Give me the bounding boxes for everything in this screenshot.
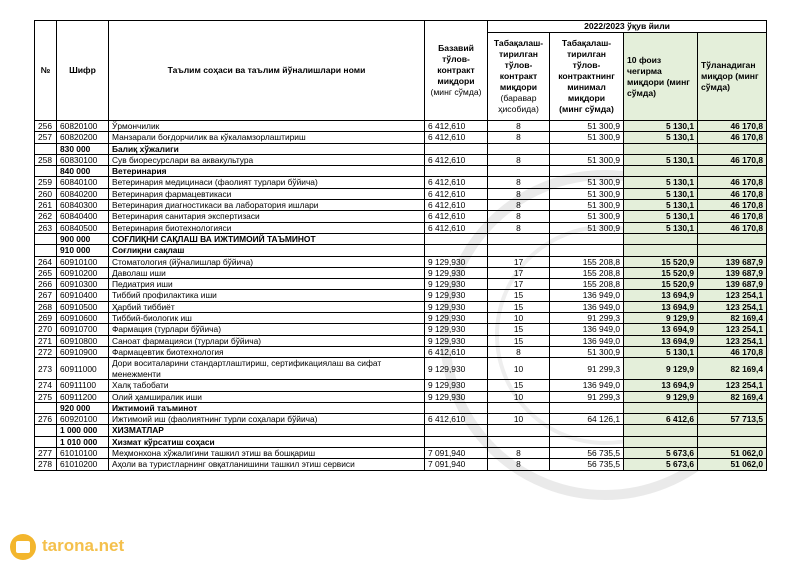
cell-pay: 51 062,0 <box>698 448 767 459</box>
cell-base: 7 091,940 <box>425 448 488 459</box>
cell-base: 6 412,610 <box>425 188 488 199</box>
header-min-label: Табақалаш-тирилган тўлов-контрактнинг минимал миқдори <box>558 38 615 103</box>
cell-code: 60911000 <box>57 358 109 380</box>
cell-code: 61010200 <box>57 459 109 470</box>
cell-no: 267 <box>35 290 57 301</box>
cell-coef: 8 <box>488 154 550 165</box>
cell-discount: 13 694,9 <box>624 380 698 391</box>
cell-pay: 123 254,1 <box>698 335 767 346</box>
cell-coef <box>488 166 550 177</box>
table-row <box>35 448 767 459</box>
cell-pay: 46 170,8 <box>698 346 767 357</box>
section-code: 1 000 000 <box>57 425 109 436</box>
cell-code: 60820200 <box>57 132 109 143</box>
cell-min <box>550 245 624 256</box>
table-row <box>35 391 767 402</box>
cell-name: Сув биоресурслари ва аквакультура <box>109 154 425 165</box>
cell-coef <box>488 425 550 436</box>
section-code: 910 000 <box>57 245 109 256</box>
logo-text: tarona.net <box>42 536 125 555</box>
table-body <box>35 121 767 471</box>
cell-discount: 5 130,1 <box>624 188 698 199</box>
cell-pay: 123 254,1 <box>698 380 767 391</box>
cell-base: 9 129,930 <box>425 380 488 391</box>
header-base-unit: (минг сўмда) <box>430 87 482 97</box>
cell-base: 9 129,930 <box>425 256 488 267</box>
logo-icon <box>10 534 36 560</box>
cell-coef: 8 <box>488 222 550 233</box>
cell-discount: 5 130,1 <box>624 177 698 188</box>
cell-min: 91 299,3 <box>550 391 624 402</box>
cell-min: 64 126,1 <box>550 414 624 425</box>
cell-min <box>550 425 624 436</box>
section-row <box>35 166 767 177</box>
cell-no: 274 <box>35 380 57 391</box>
cell-name: Ветеринария санитария экспертизаси <box>109 211 425 222</box>
tuition-table <box>34 20 767 471</box>
cell-no: 257 <box>35 132 57 143</box>
cell-code: 60840300 <box>57 200 109 211</box>
cell-name: Ҳарбий тиббиёт <box>109 301 425 312</box>
cell-discount: 13 694,9 <box>624 301 698 312</box>
cell-base: 9 129,930 <box>425 290 488 301</box>
cell-base: 7 091,940 <box>425 459 488 470</box>
cell-coef: 8 <box>488 200 550 211</box>
cell-code: 60911200 <box>57 391 109 402</box>
cell-name: Фармацевтик биотехнология <box>109 346 425 357</box>
cell-code: 60920100 <box>57 414 109 425</box>
cell-min <box>550 402 624 413</box>
cell-no: 262 <box>35 211 57 222</box>
cell-coef: 15 <box>488 380 550 391</box>
cell-coef: 15 <box>488 301 550 312</box>
cell-coef: 15 <box>488 324 550 335</box>
cell-min: 91 299,3 <box>550 313 624 324</box>
cell-pay <box>698 436 767 447</box>
cell-code: 60840500 <box>57 222 109 233</box>
cell-no: 265 <box>35 267 57 278</box>
cell-coef <box>488 143 550 154</box>
cell-discount <box>624 402 698 413</box>
cell-pay: 139 687,9 <box>698 256 767 267</box>
cell-discount: 15 520,9 <box>624 267 698 278</box>
cell-code: 60840100 <box>57 177 109 188</box>
table-row <box>35 279 767 290</box>
cell-code: 60910800 <box>57 335 109 346</box>
cell-no: 259 <box>35 177 57 188</box>
cell-base: 6 412,610 <box>425 121 488 132</box>
header-name: Таълим соҳаси ва таълим йўналишлари номи <box>109 21 425 121</box>
table-row <box>35 335 767 346</box>
cell-coef: 10 <box>488 391 550 402</box>
cell-code: 60840400 <box>57 211 109 222</box>
section-row <box>35 425 767 436</box>
cell-coef: 15 <box>488 290 550 301</box>
cell-coef: 15 <box>488 335 550 346</box>
cell-min: 56 735,5 <box>550 459 624 470</box>
table-row <box>35 414 767 425</box>
cell-base: 9 129,930 <box>425 301 488 312</box>
cell-code: 60910900 <box>57 346 109 357</box>
header-code: Шифр <box>57 21 109 121</box>
cell-base: 6 412,610 <box>425 222 488 233</box>
cell-no: 263 <box>35 222 57 233</box>
cell-no <box>35 436 57 447</box>
cell-base: 9 129,930 <box>425 324 488 335</box>
cell-min <box>550 436 624 447</box>
header-pay: Тўланадиган миқдор (минг сўмда) <box>698 33 767 121</box>
cell-discount: 13 694,9 <box>624 290 698 301</box>
cell-pay: 82 169,4 <box>698 313 767 324</box>
cell-pay <box>698 166 767 177</box>
cell-min <box>550 166 624 177</box>
cell-no: 264 <box>35 256 57 267</box>
cell-name: Халқ табобати <box>109 380 425 391</box>
cell-name: Аҳоли ва туристларнинг овқатланишини ташкил этиш сервиси <box>109 459 425 470</box>
cell-name: Ўрмончилик <box>109 121 425 132</box>
header-min-unit: (минг сўмда) <box>559 104 614 114</box>
cell-name: Ветеринария биотехнологияси <box>109 222 425 233</box>
cell-base: 9 129,930 <box>425 391 488 402</box>
cell-code: 60910200 <box>57 267 109 278</box>
table-row <box>35 313 767 324</box>
cell-pay: 46 170,8 <box>698 200 767 211</box>
cell-name: Меҳмонхона хўжалигини ташкил этиш ва бошқариш <box>109 448 425 459</box>
cell-base <box>425 143 488 154</box>
table-row <box>35 121 767 132</box>
cell-coef <box>488 436 550 447</box>
cell-name: Олий ҳамширалик иши <box>109 391 425 402</box>
cell-name: Педиатрия иши <box>109 279 425 290</box>
cell-coef: 8 <box>488 132 550 143</box>
cell-no: 278 <box>35 459 57 470</box>
table-row <box>35 132 767 143</box>
table-row <box>35 358 767 380</box>
cell-no: 268 <box>35 301 57 312</box>
cell-pay: 46 170,8 <box>698 222 767 233</box>
cell-min: 136 949,0 <box>550 380 624 391</box>
cell-pay: 46 170,8 <box>698 154 767 165</box>
header-coef <box>488 33 550 121</box>
header-year: 2022/2023 ўқув йили <box>488 21 767 33</box>
cell-code: 60830100 <box>57 154 109 165</box>
cell-coef: 8 <box>488 188 550 199</box>
cell-min: 136 949,0 <box>550 324 624 335</box>
section-name: Хизмат кўрсатиш соҳаси <box>109 436 425 447</box>
section-row <box>35 436 767 447</box>
section-row <box>35 402 767 413</box>
header-base <box>425 21 488 121</box>
cell-base: 9 129,930 <box>425 279 488 290</box>
cell-min: 91 299,3 <box>550 358 624 380</box>
cell-coef <box>488 402 550 413</box>
section-code: 840 000 <box>57 166 109 177</box>
cell-coef: 17 <box>488 267 550 278</box>
table-row <box>35 256 767 267</box>
cell-min: 155 208,8 <box>550 267 624 278</box>
cell-pay: 46 170,8 <box>698 188 767 199</box>
cell-base: 6 412,610 <box>425 154 488 165</box>
cell-min: 51 300,9 <box>550 188 624 199</box>
cell-base: 9 129,930 <box>425 335 488 346</box>
cell-name: Саноат фармацияси (турлари бўйича) <box>109 335 425 346</box>
section-row <box>35 245 767 256</box>
cell-pay <box>698 233 767 244</box>
cell-discount: 13 694,9 <box>624 335 698 346</box>
cell-code: 60911100 <box>57 380 109 391</box>
cell-coef: 10 <box>488 313 550 324</box>
cell-pay <box>698 402 767 413</box>
cell-no <box>35 143 57 154</box>
cell-discount: 5 130,1 <box>624 211 698 222</box>
section-name: Ветеринария <box>109 166 425 177</box>
cell-no <box>35 245 57 256</box>
section-code: 830 000 <box>57 143 109 154</box>
cell-coef: 8 <box>488 121 550 132</box>
cell-code: 60910400 <box>57 290 109 301</box>
cell-discount: 13 694,9 <box>624 324 698 335</box>
table-row <box>35 346 767 357</box>
cell-pay <box>698 143 767 154</box>
cell-discount <box>624 245 698 256</box>
cell-coef <box>488 245 550 256</box>
cell-no <box>35 166 57 177</box>
table-row <box>35 222 767 233</box>
cell-pay: 51 062,0 <box>698 459 767 470</box>
section-name: Соғлиқни сақлаш <box>109 245 425 256</box>
cell-code: 61010100 <box>57 448 109 459</box>
cell-pay: 46 170,8 <box>698 121 767 132</box>
section-name: Балиқ хўжалиги <box>109 143 425 154</box>
table-row <box>35 267 767 278</box>
cell-discount: 9 129,9 <box>624 358 698 380</box>
section-code: 920 000 <box>57 402 109 413</box>
cell-name: Ветеринария диагностикаси ва лаборатория ишлари <box>109 200 425 211</box>
cell-base: 9 129,930 <box>425 267 488 278</box>
cell-base <box>425 425 488 436</box>
cell-name: Стоматология (йўналишлар бўйича) <box>109 256 425 267</box>
section-row <box>35 143 767 154</box>
cell-no: 260 <box>35 188 57 199</box>
cell-base: 9 129,930 <box>425 313 488 324</box>
cell-no: 256 <box>35 121 57 132</box>
cell-min: 51 300,9 <box>550 346 624 357</box>
cell-min: 51 300,9 <box>550 121 624 132</box>
cell-code: 60910700 <box>57 324 109 335</box>
cell-discount: 5 130,1 <box>624 132 698 143</box>
cell-base <box>425 402 488 413</box>
section-code: 900 000 <box>57 233 109 244</box>
table-row <box>35 459 767 470</box>
cell-min: 155 208,8 <box>550 279 624 290</box>
cell-code: 60910300 <box>57 279 109 290</box>
cell-discount: 15 520,9 <box>624 279 698 290</box>
cell-discount: 5 130,1 <box>624 222 698 233</box>
cell-base: 9 129,930 <box>425 358 488 380</box>
cell-no: 272 <box>35 346 57 357</box>
cell-discount: 9 129,9 <box>624 391 698 402</box>
cell-base: 6 412,610 <box>425 346 488 357</box>
cell-discount <box>624 166 698 177</box>
cell-no: 270 <box>35 324 57 335</box>
cell-no: 277 <box>35 448 57 459</box>
cell-base <box>425 166 488 177</box>
cell-base: 6 412,610 <box>425 414 488 425</box>
cell-code: 60840200 <box>57 188 109 199</box>
cell-name: Тиббий профилактика иши <box>109 290 425 301</box>
cell-pay: 46 170,8 <box>698 132 767 143</box>
table-row <box>35 301 767 312</box>
table-row <box>35 200 767 211</box>
cell-discount: 5 130,1 <box>624 121 698 132</box>
cell-pay: 46 170,8 <box>698 177 767 188</box>
cell-base <box>425 233 488 244</box>
section-name: ХИЗМАТЛАР <box>109 425 425 436</box>
cell-base <box>425 436 488 447</box>
cell-discount: 5 130,1 <box>624 200 698 211</box>
cell-min: 51 300,9 <box>550 177 624 188</box>
cell-coef: 17 <box>488 256 550 267</box>
cell-no: 261 <box>35 200 57 211</box>
cell-base: 6 412,610 <box>425 200 488 211</box>
cell-coef: 8 <box>488 177 550 188</box>
cell-min: 136 949,0 <box>550 301 624 312</box>
cell-pay: 123 254,1 <box>698 301 767 312</box>
table-row <box>35 290 767 301</box>
table-row <box>35 380 767 391</box>
cell-pay: 82 169,4 <box>698 391 767 402</box>
table-row <box>35 177 767 188</box>
cell-name: Фармация (турлари бўйича) <box>109 324 425 335</box>
cell-name: Тиббий-биологик иш <box>109 313 425 324</box>
cell-name: Даволаш иши <box>109 267 425 278</box>
header-no: № <box>35 21 57 121</box>
cell-discount: 15 520,9 <box>624 256 698 267</box>
cell-no: 276 <box>35 414 57 425</box>
cell-coef: 8 <box>488 459 550 470</box>
cell-discount: 5 673,6 <box>624 459 698 470</box>
cell-pay: 139 687,9 <box>698 267 767 278</box>
cell-base: 6 412,610 <box>425 177 488 188</box>
cell-name: Ветеринария медицинаси (фаолият турлари бўйича) <box>109 177 425 188</box>
table-row <box>35 188 767 199</box>
header-coef-label: Табақалаш-тирилган тўлов-контракт миқдори <box>493 38 544 92</box>
cell-discount <box>624 425 698 436</box>
table-row <box>35 154 767 165</box>
cell-pay <box>698 245 767 256</box>
section-name: Ижтимоий таъминот <box>109 402 425 413</box>
cell-coef: 17 <box>488 279 550 290</box>
cell-no <box>35 233 57 244</box>
cell-discount <box>624 436 698 447</box>
cell-discount <box>624 233 698 244</box>
cell-discount: 5 130,1 <box>624 154 698 165</box>
cell-no: 271 <box>35 335 57 346</box>
cell-pay: 123 254,1 <box>698 290 767 301</box>
table-row <box>35 211 767 222</box>
site-logo <box>6 530 156 564</box>
header-discount: 10 фоиз чегирма миқдори (минг сўмда) <box>624 33 698 121</box>
cell-base: 6 412,610 <box>425 132 488 143</box>
cell-no: 258 <box>35 154 57 165</box>
cell-coef: 10 <box>488 414 550 425</box>
cell-coef: 8 <box>488 211 550 222</box>
cell-name: Ижтимоий иш (фаолиятнинг турли соҳалари бўйича) <box>109 414 425 425</box>
cell-pay: 82 169,4 <box>698 358 767 380</box>
cell-discount <box>624 143 698 154</box>
cell-name: Дори воситаларини стандартлаштириш, сертификациялаш ва сифат менежменти <box>109 358 425 380</box>
cell-pay: 46 170,8 <box>698 211 767 222</box>
cell-min: 51 300,9 <box>550 132 624 143</box>
cell-coef: 8 <box>488 346 550 357</box>
cell-code: 60910500 <box>57 301 109 312</box>
cell-discount: 6 412,6 <box>624 414 698 425</box>
cell-pay <box>698 425 767 436</box>
cell-no <box>35 402 57 413</box>
section-row <box>35 233 767 244</box>
cell-coef <box>488 233 550 244</box>
cell-name: Ветеринария фармацевтикаси <box>109 188 425 199</box>
cell-no: 269 <box>35 313 57 324</box>
cell-no <box>35 425 57 436</box>
cell-code: 60910600 <box>57 313 109 324</box>
cell-no: 273 <box>35 358 57 380</box>
cell-code: 60820100 <box>57 121 109 132</box>
cell-base: 6 412,610 <box>425 211 488 222</box>
cell-pay: 139 687,9 <box>698 279 767 290</box>
cell-coef: 10 <box>488 358 550 380</box>
cell-no: 266 <box>35 279 57 290</box>
cell-discount: 5 673,6 <box>624 448 698 459</box>
cell-min: 51 300,9 <box>550 154 624 165</box>
header-coef-unit: (баравар ҳисобида) <box>498 93 539 114</box>
section-code: 1 010 000 <box>57 436 109 447</box>
section-name: СОҒЛИҚНИ САҚЛАШ ВА ИЖТИМОИЙ ТАЪМИНОТ <box>109 233 425 244</box>
cell-discount: 9 129,9 <box>624 313 698 324</box>
cell-min: 155 208,8 <box>550 256 624 267</box>
cell-name: Манзарали боғдорчилик ва кўкаламзорлаштириш <box>109 132 425 143</box>
cell-min: 136 949,0 <box>550 335 624 346</box>
cell-no: 275 <box>35 391 57 402</box>
cell-discount: 5 130,1 <box>624 346 698 357</box>
cell-min: 51 300,9 <box>550 222 624 233</box>
cell-pay: 57 713,5 <box>698 414 767 425</box>
cell-min: 56 735,5 <box>550 448 624 459</box>
cell-code: 60910100 <box>57 256 109 267</box>
header-base-label: Базавий тўлов-контракт миқдори <box>437 43 475 86</box>
cell-min <box>550 143 624 154</box>
cell-min: 136 949,0 <box>550 290 624 301</box>
cell-coef: 8 <box>488 448 550 459</box>
cell-base <box>425 245 488 256</box>
table-row <box>35 324 767 335</box>
header-min <box>550 33 624 121</box>
cell-min: 51 300,9 <box>550 200 624 211</box>
cell-pay: 123 254,1 <box>698 324 767 335</box>
cell-min: 51 300,9 <box>550 211 624 222</box>
cell-min <box>550 233 624 244</box>
